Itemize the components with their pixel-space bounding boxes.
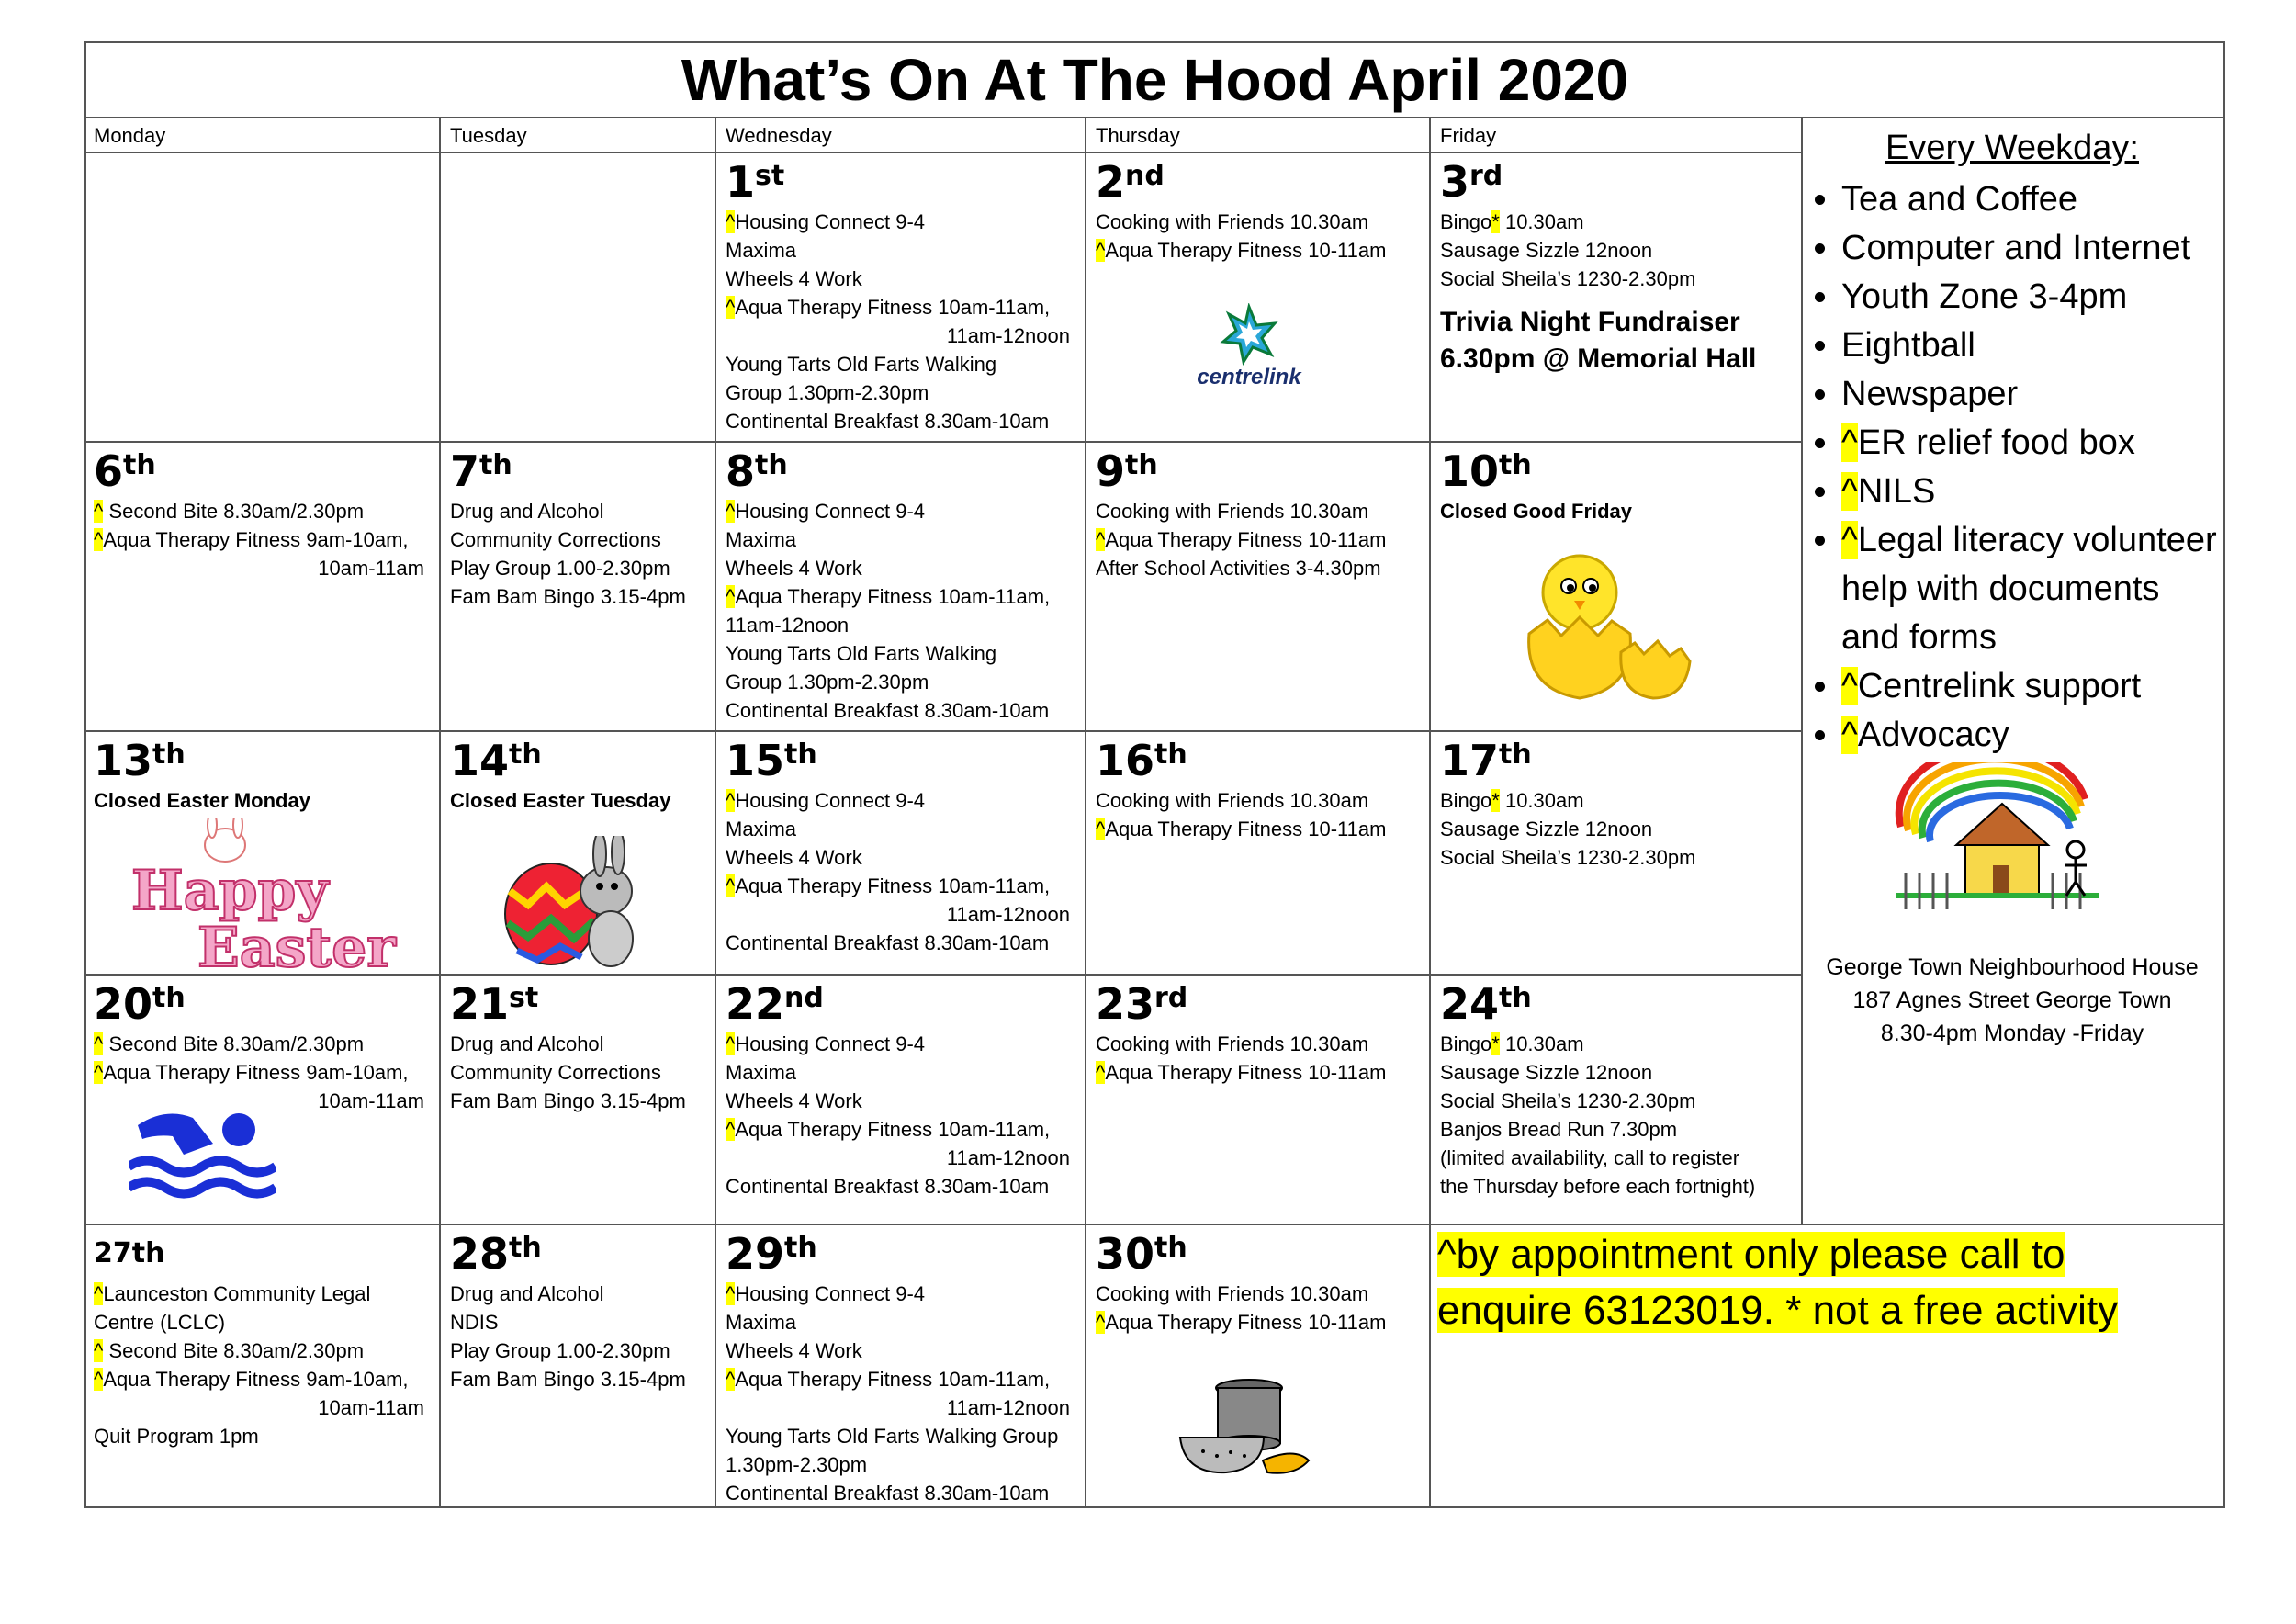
highlight-mark: ^	[94, 1282, 104, 1305]
event-line: ^Aqua Therapy Fitness 10am-11am,	[726, 296, 1051, 319]
event-line: Young Tarts Old Farts Walking	[726, 642, 997, 665]
event-line: Continental Breakfast 8.30am-10am	[726, 699, 1050, 722]
event-highlight-line: Trivia Night Fundraiser	[1440, 307, 1740, 337]
event-line: Bingo* 10.30am	[1440, 789, 1584, 812]
date-suffix: th	[1125, 449, 1158, 481]
event-line: Drug and Alcohol	[450, 1282, 604, 1305]
date-number: 1st	[726, 157, 785, 207]
event-line: 1.30pm-2.30pm	[726, 1453, 868, 1476]
date-suffix: th	[123, 449, 156, 481]
date-number: 16th	[1096, 736, 1187, 785]
date-suffix: th	[1499, 982, 1532, 1014]
event-line: Wheels 4 Work	[726, 846, 862, 869]
event-line: the Thursday before each fortnight)	[1440, 1175, 1756, 1198]
highlight-mark: ^	[726, 1118, 736, 1141]
event-line: Maxima	[726, 239, 797, 262]
event-line: ^Aqua Therapy Fitness 10am-11am,	[726, 1118, 1051, 1141]
date-suffix: th	[1154, 1232, 1187, 1264]
event-line: 10am-11am	[318, 557, 424, 580]
event-line: Social Sheila’s 1230-2.30pm	[1440, 267, 1696, 290]
every-weekday-item: • ^ER relief food box	[1841, 419, 2223, 468]
day-header-wednesday: Wednesday	[726, 124, 832, 147]
highlight-mark: ^	[726, 874, 736, 897]
event-line: Sausage Sizzle 12noon	[1440, 1061, 1653, 1084]
date-suffix: th	[509, 739, 542, 771]
event-line: ^Aqua Therapy Fitness 9am-10am,	[94, 1368, 409, 1391]
event-line: Fam Bam Bingo 3.15-4pm	[450, 585, 686, 608]
event-line: ^ Second Bite 8.30am/2.30pm	[94, 1339, 365, 1362]
day-cell	[716, 731, 1085, 974]
date-suffix: th	[1154, 739, 1187, 771]
date-suffix: th	[152, 982, 186, 1014]
event-line: 11am-12noon	[946, 1146, 1070, 1169]
event-line: ^Aqua Therapy Fitness 10-11am	[1096, 1061, 1387, 1084]
event-line: Continental Breakfast 8.30am-10am	[726, 1482, 1050, 1505]
day-cell	[441, 975, 715, 1224]
highlight-mark: ^	[1096, 1311, 1106, 1334]
highlight-mark: *	[1491, 210, 1500, 233]
day-cell	[1431, 731, 1801, 974]
event-line: Closed Easter Monday	[94, 789, 310, 812]
event-line: Cooking with Friends 10.30am	[1096, 789, 1369, 812]
date-suffix: th	[784, 1232, 817, 1264]
highlight-mark: ^	[94, 1061, 104, 1084]
date-number: 29th	[726, 1229, 817, 1279]
highlight-mark: ^	[94, 528, 104, 551]
highlight-mark: ^	[726, 1032, 736, 1055]
date-number: 24th	[1440, 979, 1532, 1029]
every-weekday-item: • ^Advocacy	[1841, 711, 2223, 760]
event-line: NDIS	[450, 1311, 499, 1334]
page-title: What’s On At The Hood April 2020	[84, 41, 2225, 118]
event-line: Cooking with Friends 10.30am	[1096, 500, 1369, 523]
event-line: Centre (LCLC)	[94, 1311, 226, 1334]
note-line: ^by appointment only please call to	[1437, 1232, 2065, 1277]
highlight-mark: ^	[1096, 528, 1106, 551]
every-weekday-item: • Computer and Internet	[1841, 224, 2223, 273]
day-header-tuesday: Tuesday	[450, 124, 527, 147]
event-line: 11am-12noon	[946, 1396, 1070, 1419]
event-line: Wheels 4 Work	[726, 1089, 862, 1112]
event-line: 11am-12noon	[946, 324, 1070, 347]
every-weekday-item: • Tea and Coffee	[1841, 175, 2223, 224]
date-number: 15th	[726, 736, 817, 785]
event-line: ^Aqua Therapy Fitness 9am-10am,	[94, 528, 409, 551]
day-cell	[1086, 731, 1429, 974]
date-number: 22nd	[726, 979, 824, 1029]
event-line: Cooking with Friends 10.30am	[1096, 1032, 1369, 1055]
every-weekday-item: • Eightball	[1841, 321, 2223, 370]
every-weekday-panel	[1801, 120, 2223, 1223]
event-line: 10am-11am	[318, 1396, 424, 1419]
date-suffix: nd	[784, 982, 824, 1014]
event-line: Bingo* 10.30am	[1440, 1032, 1584, 1055]
date-number: 21st	[450, 979, 539, 1029]
highlight-mark: ^	[94, 1339, 104, 1362]
date-suffix: th	[784, 739, 817, 771]
day-header-monday: Monday	[94, 124, 166, 147]
event-line: Community Corrections	[450, 528, 661, 551]
every-weekday-list	[1801, 175, 2223, 760]
highlight-mark: ^	[1096, 239, 1106, 262]
event-line: Closed Good Friday	[1440, 500, 1633, 523]
highlight-mark: ^	[726, 585, 736, 608]
event-line: ^Aqua Therapy Fitness 10-11am	[1096, 239, 1387, 262]
event-line: Sausage Sizzle 12noon	[1440, 818, 1653, 840]
every-weekday-item: • Newspaper	[1841, 370, 2223, 419]
event-line: After School Activities 3-4.30pm	[1096, 557, 1381, 580]
date-number: 3rd	[1440, 157, 1503, 207]
event-line: Group 1.30pm-2.30pm	[726, 671, 929, 694]
date-number: 6th	[94, 446, 156, 496]
every-weekday-title: Every Weekday:	[1885, 129, 2139, 167]
day-cell	[1086, 442, 1429, 730]
date-suffix: th	[509, 1232, 542, 1264]
event-line: 10am-11am	[318, 1089, 424, 1112]
event-line: Cooking with Friends 10.30am	[1096, 1282, 1369, 1305]
centrelink-logo	[1185, 303, 1313, 395]
highlight-mark: ^	[1096, 1061, 1106, 1084]
event-line: Maxima	[726, 528, 797, 551]
date-number: 2nd	[1096, 157, 1165, 207]
date-number: 9th	[1096, 446, 1158, 496]
event-line: Fam Bam Bingo 3.15-4pm	[450, 1368, 686, 1391]
event-line: (limited availability, call to register	[1440, 1146, 1740, 1169]
day-cell	[441, 442, 715, 730]
highlight-mark: *	[1491, 789, 1500, 812]
event-line: ^Aqua Therapy Fitness 10am-11am,	[726, 585, 1051, 608]
appointment-note	[1437, 1226, 2218, 1338]
highlight-mark: ^	[726, 789, 736, 812]
event-line: ^ Second Bite 8.30am/2.30pm	[94, 500, 365, 523]
chick-icon	[1515, 551, 1699, 716]
highlight-mark: ^	[1841, 667, 1858, 705]
event-line: Closed Easter Tuesday	[450, 789, 671, 812]
day-header-thursday: Thursday	[1096, 124, 1180, 147]
event-line: Wheels 4 Work	[726, 557, 862, 580]
day-cell	[1086, 152, 1429, 441]
date-number: 23rd	[1096, 979, 1188, 1029]
event-line: Drug and Alcohol	[450, 500, 604, 523]
date-number: 7th	[450, 446, 512, 496]
event-line: Continental Breakfast 8.30am-10am	[726, 1175, 1050, 1198]
date-suffix: nd	[1125, 160, 1165, 192]
highlight-mark: ^	[1841, 423, 1858, 462]
event-line: Social Sheila’s 1230-2.30pm	[1440, 1089, 1696, 1112]
address-street: 187 Agnes Street George Town	[1852, 987, 2172, 1013]
every-weekday-item: • ^NILS	[1841, 468, 2223, 516]
opening-hours: 8.30-4pm Monday -Friday	[1880, 1021, 2144, 1046]
event-line: ^Housing Connect 9-4	[726, 1282, 926, 1305]
event-line: Young Tarts Old Farts Walking	[726, 353, 997, 376]
highlight-mark: ^	[1841, 521, 1858, 559]
date-number: 28th	[450, 1229, 542, 1279]
highlight-mark: *	[1491, 1032, 1500, 1055]
day-cell	[716, 1224, 1085, 1507]
event-line: ^Aqua Therapy Fitness 10am-11am,	[726, 1368, 1051, 1391]
event-line: Continental Breakfast 8.30am-10am	[726, 410, 1050, 433]
date-number: 10th	[1440, 446, 1532, 496]
date-number: 14th	[450, 736, 542, 785]
date-suffix: th	[152, 739, 186, 771]
event-line: 11am-12noon	[946, 903, 1070, 926]
event-line: ^Aqua Therapy Fitness 9am-10am,	[94, 1061, 409, 1084]
day-cell	[84, 1224, 439, 1507]
swimmer-icon	[129, 1098, 276, 1199]
date-suffix: th	[479, 449, 512, 481]
event-line: ^Housing Connect 9-4	[726, 210, 926, 233]
event-line: Maxima	[726, 1311, 797, 1334]
highlight-mark: ^	[726, 210, 736, 233]
event-line: 11am-12noon	[726, 614, 850, 637]
highlight-mark: ^	[726, 500, 736, 523]
date-number: 27th	[94, 1237, 165, 1269]
event-line: ^Aqua Therapy Fitness 10-11am	[1096, 1311, 1387, 1334]
date-suffix: rd	[1469, 160, 1503, 192]
event-line: Maxima	[726, 1061, 797, 1084]
happy-easter-art	[124, 818, 400, 974]
date-suffix: th	[1499, 449, 1532, 481]
event-line: Drug and Alcohol	[450, 1032, 604, 1055]
day-cell	[716, 152, 1085, 441]
every-weekday-item: • ^Centrelink support	[1841, 662, 2223, 711]
event-line: Maxima	[726, 818, 797, 840]
event-line: Community Corrections	[450, 1061, 661, 1084]
event-line: Sausage Sizzle 12noon	[1440, 239, 1653, 262]
date-number: 17th	[1440, 736, 1532, 785]
highlight-mark: ^	[726, 1282, 736, 1305]
day-cell	[1431, 975, 1801, 1224]
event-highlight-line: 6.30pm @ Memorial Hall	[1440, 344, 1757, 374]
highlight-mark: ^	[94, 1032, 104, 1055]
highlight-mark: ^	[1841, 472, 1858, 511]
highlight-mark: ^	[94, 500, 104, 523]
day-cell	[441, 1224, 715, 1507]
event-line: Group 1.30pm-2.30pm	[726, 381, 929, 404]
event-line: ^Launceston Community Legal	[94, 1282, 371, 1305]
event-line: Young Tarts Old Farts Walking Group	[726, 1425, 1059, 1448]
event-line: ^Housing Connect 9-4	[726, 789, 926, 812]
event-line: Fam Bam Bingo 3.15-4pm	[450, 1089, 686, 1112]
event-line: Play Group 1.00-2.30pm	[450, 557, 670, 580]
cooking-pots-icon	[1176, 1373, 1313, 1483]
event-line: Continental Breakfast 8.30am-10am	[726, 931, 1050, 954]
event-line: ^Housing Connect 9-4	[726, 500, 926, 523]
event-line: Cooking with Friends 10.30am	[1096, 210, 1369, 233]
event-line: Play Group 1.00-2.30pm	[450, 1339, 670, 1362]
event-line: Social Sheila’s 1230-2.30pm	[1440, 846, 1696, 869]
every-weekday-item: • ^Legal literacy volunteer help with documents and forms	[1841, 516, 2223, 662]
event-line: Wheels 4 Work	[726, 1339, 862, 1362]
event-line: Banjos Bread Run 7.30pm	[1440, 1118, 1678, 1141]
event-line: ^Aqua Therapy Fitness 10-11am	[1096, 818, 1387, 840]
day-cell	[716, 442, 1085, 730]
highlight-mark: ^	[1096, 818, 1106, 840]
svg-text:Easter: Easter	[197, 916, 396, 974]
date-number: 13th	[94, 736, 186, 785]
date-number: 30th	[1096, 1229, 1187, 1279]
highlight-mark: ^	[94, 1368, 104, 1391]
event-line: ^ Second Bite 8.30am/2.30pm	[94, 1032, 365, 1055]
day-cell	[84, 442, 439, 730]
day-header-friday: Friday	[1440, 124, 1497, 147]
note-line: enquire 63123019. * not a free activity	[1437, 1288, 2119, 1333]
event-line: Quit Program 1pm	[94, 1425, 259, 1448]
every-weekday-item: • Youth Zone 3-4pm	[1841, 273, 2223, 321]
day-cell	[1431, 152, 1801, 441]
date-suffix: rd	[1154, 982, 1188, 1014]
day-cell	[716, 975, 1085, 1224]
event-line: Wheels 4 Work	[726, 267, 862, 290]
date-number: 8th	[726, 446, 788, 496]
highlight-mark: ^	[726, 296, 736, 319]
svg-text:Happy: Happy	[131, 859, 329, 923]
event-line: ^Aqua Therapy Fitness 10-11am	[1096, 528, 1387, 551]
date-number: 20th	[94, 979, 186, 1029]
event-line: ^Aqua Therapy Fitness 10am-11am,	[726, 874, 1051, 897]
date-suffix: st	[509, 982, 539, 1014]
event-line: ^Housing Connect 9-4	[726, 1032, 926, 1055]
address-name: George Town Neighbourhood House	[1826, 954, 2199, 980]
event-line: Bingo* 10.30am	[1440, 210, 1584, 233]
svg-text:centrelink: centrelink	[1197, 365, 1301, 389]
highlight-mark: ^	[726, 1368, 736, 1391]
easter-bunny-icon	[501, 836, 657, 974]
highlight-mark: ^	[1841, 716, 1858, 754]
date-suffix: st	[755, 160, 785, 192]
date-suffix: th	[1499, 739, 1532, 771]
day-cell	[1086, 975, 1429, 1224]
date-suffix: th	[755, 449, 788, 481]
